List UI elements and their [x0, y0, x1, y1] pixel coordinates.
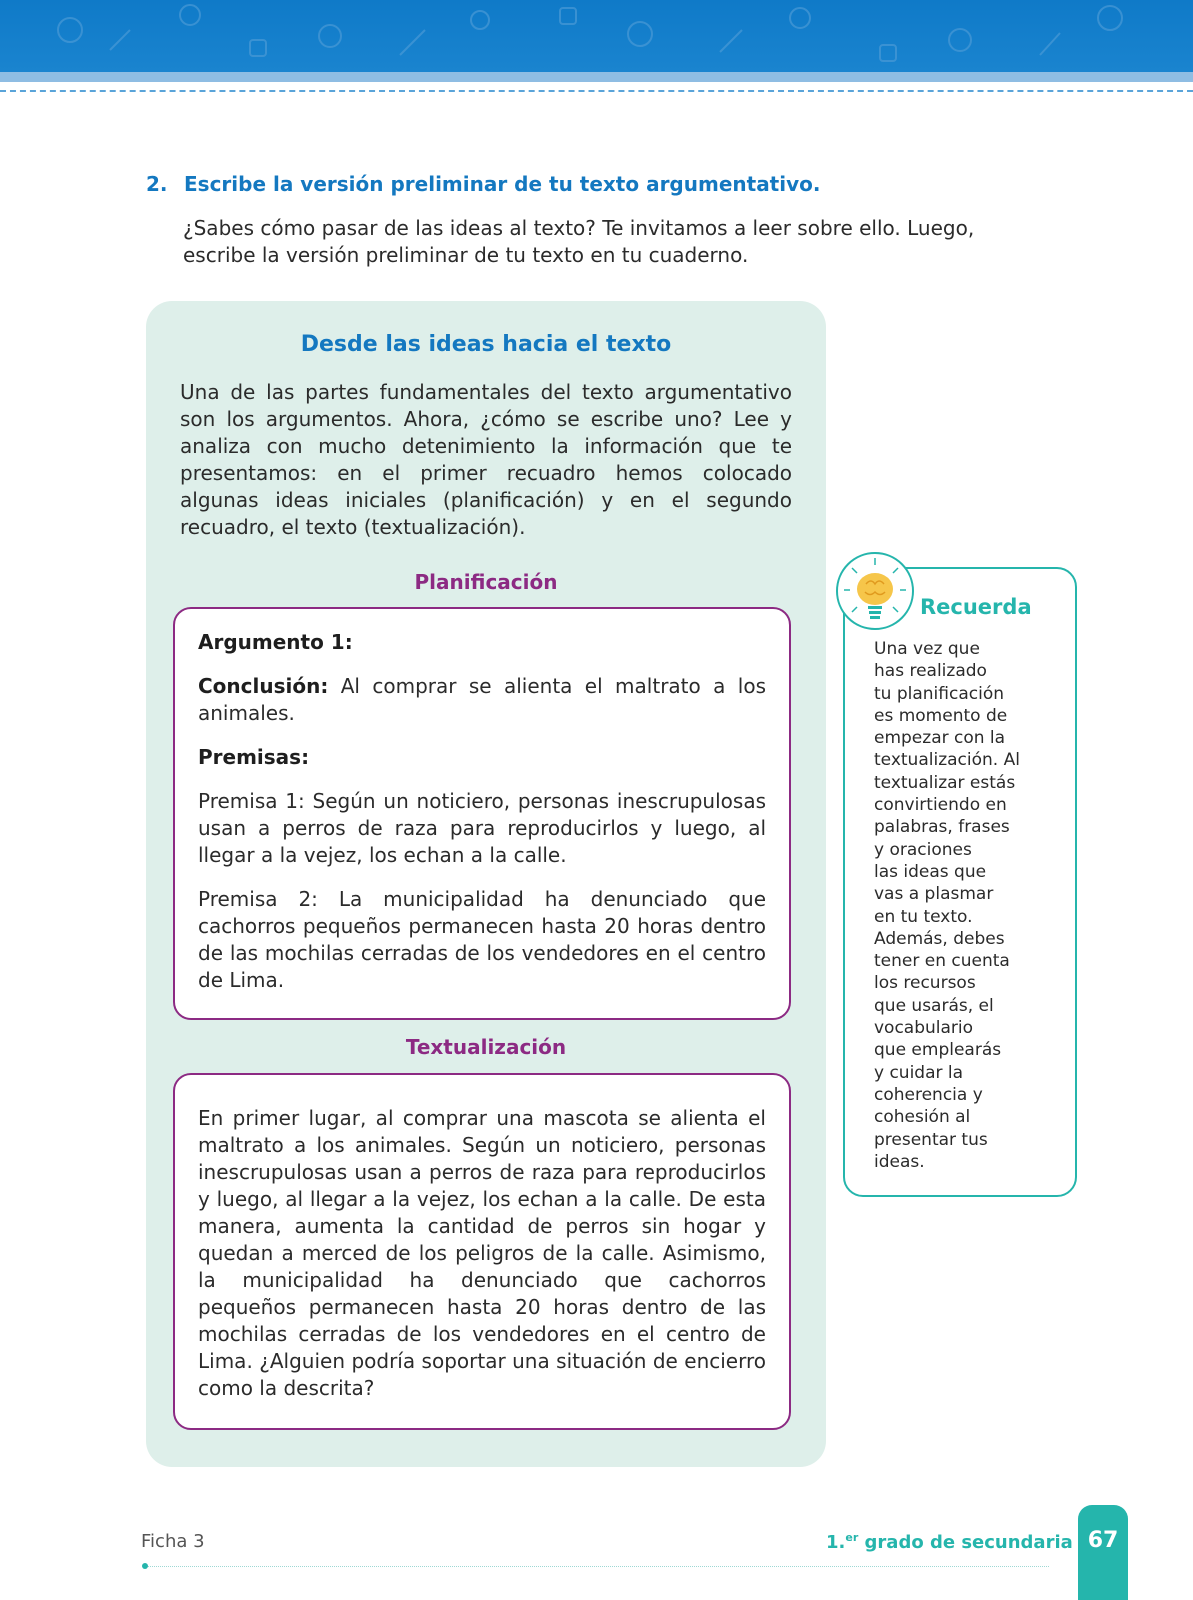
recuerda-title: Recuerda — [920, 595, 1032, 619]
panel-body: Una de las partes fundamentales del texto argumentativo son los argumentos. Ahora, ¿cómo se escribe uno? Lee y analiza con mucho detenimiento la información que te presentamos: en el primer recuadro hemos colocado algunas ideas iniciales (planificación) y en el segundo recuadro, el texto (textualización). — [180, 380, 792, 539]
header-pattern — [0, 0, 1193, 72]
footer-divider — [144, 1566, 1049, 1567]
recuerda-line: empezar con la — [874, 728, 1006, 749]
recuerda-line: textualización. Al — [874, 750, 1020, 771]
header-stripe — [0, 72, 1193, 82]
recuerda-line: convirtiendo en — [874, 795, 1007, 816]
question-title-text: Escribe la versión preliminar de tu texto argumentativo. — [184, 172, 821, 196]
textualizacion-title: Textualización — [405, 1035, 567, 1059]
question-title — [146, 172, 820, 196]
footer-dot — [142, 1563, 148, 1569]
recuerda-line: tu planificación — [874, 683, 1004, 704]
recuerda-line: vocabulario — [874, 1018, 974, 1039]
intro-line: ¿Sabes cómo pasar de las ideas al texto? Te invitamos a leer sobre ello. Luego, — [183, 216, 975, 240]
footer-ficha: Ficha 3 — [141, 1531, 205, 1552]
header-banner — [0, 0, 1193, 72]
premisa-1: Premisa 1: Según un noticiero, personas inescrupulosas usan a perros de raza para reproducirlos y luego, al llegar a la vejez, los echan a la calle. — [198, 789, 766, 867]
grade-prefix: 1. — [826, 1532, 846, 1553]
recuerda-line: ideas. — [874, 1151, 925, 1172]
recuerda-line: que usarás, el — [874, 995, 994, 1016]
recuerda-line: y oraciones — [874, 839, 972, 860]
recuerda-line: que emplearás — [874, 1040, 1002, 1061]
recuerda-line: en tu texto. — [874, 906, 973, 927]
recuerda-text — [874, 638, 1064, 1173]
footer-grade — [826, 1531, 1073, 1553]
recuerda-line: tener en cuenta — [874, 951, 1010, 972]
intro-line: escribe la versión preliminar de tu texto en tu cuaderno. — [183, 243, 749, 267]
question-number: 2. — [146, 172, 168, 196]
grade-suffix: grado de secundaria — [858, 1532, 1073, 1553]
recuerda-line: cohesión al — [874, 1107, 971, 1128]
textualizacion-text: En primer lugar, al comprar una mascota se alienta el maltrato a los animales. Según un noticiero, personas inescrupulosas usan a perros de raza para reproducirlos y luego, al llegar a la vejez, los echan a la calle. De esta manera, aumenta la cantidad de perros sin hogar y quedan a merced de los peligros de la calle. Asimismo, la municipalidad ha denunciado que cachorros pequeños permanecen hasta 20 horas dentro de las mochilas cerradas de los vendedores en el centro de Lima. ¿Alguien podría soportar una situación de encierro como la descrita? — [198, 1106, 766, 1400]
recuerda-line: has realizado — [874, 661, 987, 682]
argumento-label: Argumento 1: — [198, 630, 353, 654]
recuerda-line: textualizar estás — [874, 772, 1016, 793]
recuerda-line: palabras, frases — [874, 817, 1010, 838]
recuerda-line: presentar tus — [874, 1129, 988, 1150]
header-divider — [0, 90, 1193, 92]
recuerda-line: las ideas que — [874, 861, 987, 882]
recuerda-line: Una vez que — [874, 639, 980, 659]
planificacion-content — [198, 629, 766, 994]
brain-lightbulb-icon — [836, 552, 914, 630]
recuerda-line: y cuidar la — [874, 1062, 964, 1083]
premisa-2: Premisa 2: La municipalidad ha denunciado que cachorros pequeños permanecen hasta 20 horas dentro de las mochilas cerradas de los vendedores en el centro de Lima. — [198, 887, 766, 992]
grade-sup: er — [845, 1531, 859, 1544]
recuerda-line: es momento de — [874, 705, 1008, 726]
recuerda-line: vas a plasmar — [874, 884, 994, 905]
conclusion-text: Al comprar se alienta el maltrato a los animales. — [198, 674, 766, 725]
question-intro — [183, 215, 1053, 269]
recuerda-line: coherencia y — [874, 1084, 983, 1105]
planificacion-title: Planificación — [414, 570, 558, 594]
recuerda-line: Además, debes — [874, 928, 1005, 949]
recuerda-line: los recursos — [874, 973, 976, 994]
conclusion-label: Conclusión: — [198, 674, 329, 698]
premisas-label: Premisas: — [198, 745, 310, 769]
page-number: 67 — [1087, 1528, 1119, 1553]
panel-title: Desde las ideas hacia el texto — [300, 332, 672, 357]
